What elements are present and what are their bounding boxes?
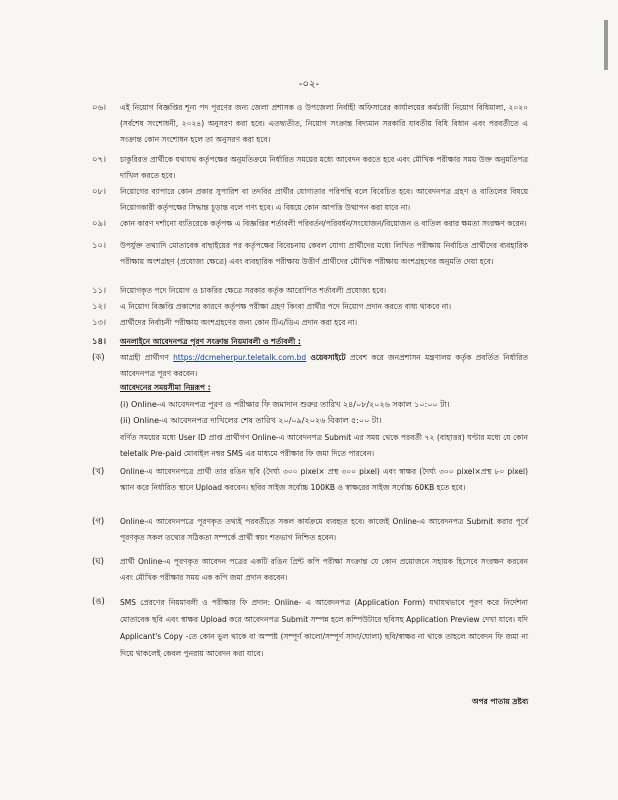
subclause-text: SMS প্রেরণের নিয়মাবলী ও পরীক্ষার ফি প্রদান: Online- এ আবেদনপত্র (Application Form) যথাযথভাবে পূরণ করে নির্দেশনা মোতাবেক ছবি এবং স্বাক্ষর Upload করে আবেদনপত্র Submit সম্পন্ন হলে কম্পিউটারে ছবিসহ Application Preview দেখা যাবে। যদি Applicant's Copy -তে কোন ভুল থাকে বা অস্পষ্ট (সম্পূর্ণ কালো/সম্পূর্ণ সাদা/ঘোলা) ছবি/স্বাক্ষর না থাকে তাহলে আবেদন ফি জমা না দিয়ে থাকলেই কেবল পুনরায় আবেদন করা যাবে। <box>120 598 528 658</box>
schedule-item-2: (ii) Online-এ আবেদনপত্র দাখিলের শেষ তারিখ ২০/০৯/২০২৬ বিকাল ৫:০০ টা। <box>120 416 382 425</box>
clause-number: ০৮। <box>92 187 107 197</box>
clause-text: চাকুরিরত প্রার্থীকে যথাযথ কর্তৃপক্ষের অনুমতিক্রমে নির্ধারিত সময়ের মধ্যে আবেদন করতে হবে এবং মৌখিক পরীক্ষার সময় উক্ত অনুমতিপত্র দাখিল করতে হবে। <box>120 155 528 180</box>
subclause-text: Online-এ আবেদনপত্রে পূরণকৃত তথ্যই পরবর্তীতে সকল কার্যক্রমে ব্যবহৃত হবে। কাজেই Online-এ আবেদনপত্র Submit করার পূর্বে পূরণকৃত সকল তথ্যের সঠিকতা সম্পর্কে প্রার্থী স্বয়ং শতভাগ নিশ্চিত হবেন। <box>120 517 528 542</box>
subclause-number: (গ) <box>92 517 105 527</box>
clause-number: ০৭। <box>92 155 107 165</box>
clause-text: কোন কারণ দর্শানো ব্যতিরেকে কর্তৃপক্ষ এ বিজ্ঞপ্তির শর্তাবলী পরিবর্তন/পরিবর্ধন/সংযোজন/বিয়োজন ও বাতিল করার ক্ষমতা সংরক্ষণ করেন। <box>120 219 527 228</box>
subclause-text: Online-এ আবেদনপত্রে প্রার্থী তার রঙিন ছবি (দৈর্ঘ্য ৩০০ pixel× প্রস্থ ৩০০ pixel) এবং স্বাক্ষর (দৈর্ঘ্য ৩০০ pixel×প্রস্থ ৮০ pixel) স্ক্যান করে নির্ধারিত স্থানে Upload করবেন। ছবির সাইজ সর্বোচ্চ 100KB ও স্বাক্ষরের সাইজ সর্বোচ্চ 60KB হতে হবে। <box>120 467 528 492</box>
ka-pre: আগ্রহী প্রার্থীগণ <box>120 353 169 362</box>
schedule-heading: আবেদনের সময়সীমা নিম্নরূপ : <box>120 383 211 392</box>
clause-text: নিয়োগকৃত পদে নিয়োগ ও চাকরির ক্ষেত্রে সরকার কর্তৃক আরোপিত শর্তাবলী প্রযোজ্য হবে। <box>120 286 387 295</box>
subclause-text: প্রার্থী Online-এ পূরণকৃত আবেদন পত্রের একটি রঙিন প্রিন্ট কপি পরীক্ষা সংক্রান্ত যে কোন প্রয়োজনে সহায়ক হিসেবে সংরক্ষণ করবেন এবং মৌখিক পরীক্ষার সময় এক কপি জমা প্রদান করবেন। <box>120 557 528 582</box>
subclause-number: (খ) <box>92 467 105 477</box>
schedule-item-1: (i) Online-এ আবেদনপত্র পূরণ ও পরীক্ষার ফি জমাদান শুরুর তারিখ ২৪/০৮/২০২৬ সকাল ১০:০০ টা। <box>120 400 450 409</box>
subclause-number: (ঘ) <box>92 557 104 567</box>
clause-number: ১৩। <box>92 318 107 328</box>
clause-number: ১১। <box>92 286 107 296</box>
clause-number: ০৬। <box>92 103 107 113</box>
continued-overleaf: অপর পাতায় দ্রষ্টব্য <box>472 697 529 706</box>
schedule-note: বর্ণিত সময়ের মধ্যে User ID প্রাপ্ত প্রার্থীগণ Online-এ আবেদনপত্র Submit এর সময় থেকে পরবর্তী ৭২ (বাহাত্তর) ঘণ্টার মধ্যে যে কোন teletalk Pre-paid মোবাইল নম্বর SMS এর মাধ্যমে পরীক্ষার ফি জমা দিতে পারবেন। <box>120 433 528 458</box>
application-website-link[interactable]: https://dcmeherpur.teletalk.com.bd <box>173 353 307 362</box>
clause-number: ০৯। <box>92 219 107 229</box>
page-number: -০২- <box>298 79 320 90</box>
clause-number: ১০। <box>92 241 107 251</box>
scan-edge-mark <box>604 20 608 70</box>
clause-text: প্রার্থীদের নির্বাচনী পরীক্ষায় অংশগ্রহণের জন্য কোন টিএ/ডিএ প্রদান করা হবে না। <box>120 318 358 327</box>
ka-post: প্রবেশ করে জনপ্রশাসন মন্ত্রণালয় কর্তৃক প্রবর্তিত নির্ধারিত আবেদনপত্র পূরণ করবেন। <box>120 353 528 378</box>
clause-number: ১২। <box>92 302 107 312</box>
clause-text: এ নিয়োগ বিজ্ঞপ্তি প্রকাশের কারণে কর্তৃপক্ষ পরীক্ষা গ্রহণ কিংবা প্রার্থীর পদে নিয়োগ প্রদান করতে বাধ্য থাকবে না। <box>120 302 452 311</box>
clause-text: উপর্যুক্ত তথ্যাদি মোতাবেক বাছাইয়ের পর কর্তৃপক্ষের বিবেচনায় কেবল যোগ্য প্রার্থীদের মধ্যে লিখিত পরীক্ষায় নির্বাচিত প্রার্থীদের ব্যবহারিক পরীক্ষায় অংশগ্রহণ (প্রযোজ্য ক্ষেত্রে) এবং ব্যবহারিক পরীক্ষায় উত্তীর্ণ প্রার্থীদের মৌখিক পরীক্ষায় অংশগ্রহণের অনুমতি দেয়া হবে। <box>120 241 528 266</box>
subclause-number: (ঙ) <box>92 597 105 607</box>
subclause-text <box>120 350 528 382</box>
clause-text: এই নিয়োগ বিজ্ঞপ্তির শূন্য পদ পূরণের জন্য জেলা প্রশাসক ও উপজেলা নির্বাহী অফিসারের কার্যালয়ের কর্মচারী নিয়োগ বিধিমালা, ২০২০ (সর্বশেষ সংশোধনী, ২০২৪) অনুসরণ করা হবে। এতদ্ব্যতীত, নিয়োগ সংক্রান্ত বিদ্যমান সরকারি যাবতীয় বিধি বিধান এবং পরবর্তীতে এ সংক্রান্ত কোন সংশোধন হলে তা অনুসরণ করা হবে। <box>120 103 528 144</box>
subclause-number: (ক) <box>92 353 105 363</box>
section-number: ১৪। <box>92 337 107 347</box>
ka-website: ওয়েবসাইটে <box>310 353 346 362</box>
section-heading: অনলাইনে আবেদনপত্র পূরণ সংক্রান্ত নিয়মাবলী ও শর্তাবলী : <box>120 337 301 346</box>
clause-text: নিয়োগের ব্যাপারে কোন প্রকার সুপারিশ বা তদবির প্রার্থীর যোগ্যতার পরিপন্থি বলে বিবেচিত হবে। আবেদনপত্র গ্রহণ ও বাতিলের বিষয়ে নিয়োগকারী কর্তৃপক্ষের সিদ্ধান্ত চূড়ান্ত বলে গণ্য হবে। এ বিষয়ে কোন আপত্তি উত্থাপন করা যাবে না। <box>120 187 528 212</box>
